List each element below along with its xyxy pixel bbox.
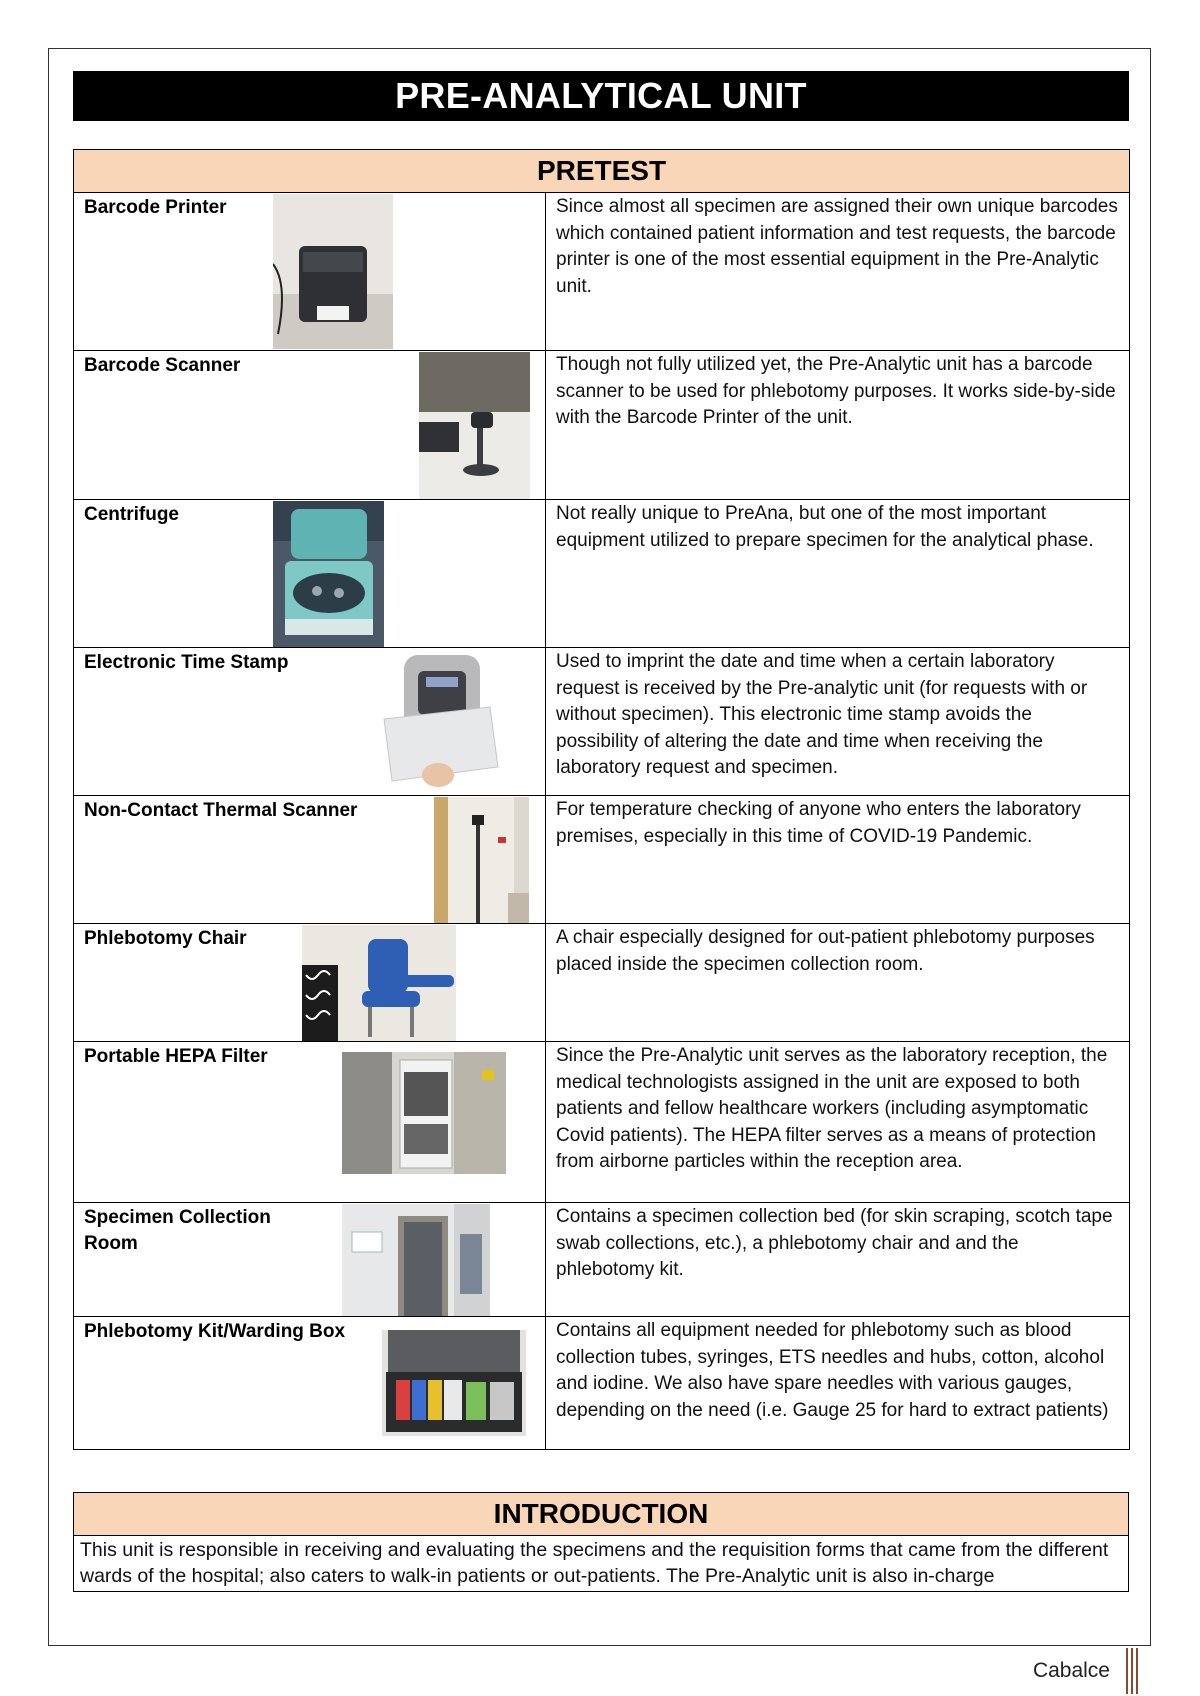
item-description: For temperature checking of anyone who enters the laboratory premises, especially in this time of COVID-19 Pandemic. bbox=[556, 799, 1081, 847]
item-name: Portable HEPA Filter bbox=[84, 1046, 268, 1067]
footer-author: Cabalce bbox=[1032, 1659, 1110, 1682]
phlebotomy-kit-photo bbox=[382, 1330, 526, 1436]
table-row bbox=[74, 1203, 1130, 1317]
item-name: Barcode Printer bbox=[84, 197, 227, 218]
table-row bbox=[74, 1317, 1130, 1450]
pretest-table bbox=[73, 149, 1130, 1450]
pretest-heading: PRETEST bbox=[74, 150, 1130, 193]
item-description: A chair especially designed for out-patient phlebotomy purposes placed inside the specimen collection room. bbox=[556, 927, 1095, 975]
table-row bbox=[74, 500, 1130, 648]
item-name: Phlebotomy Kit/Warding Box bbox=[84, 1321, 346, 1342]
table-row bbox=[74, 1042, 1130, 1203]
thermal-scanner-photo bbox=[434, 797, 529, 923]
item-description: Used to imprint the date and time when a certain laboratory request is received by the Pre-analytic unit (for requests with or without specimen). This electronic time stamp avoids the possibility of altering the date and time when receiving the laboratory request and specimen. bbox=[556, 651, 1088, 778]
table-row bbox=[74, 924, 1130, 1042]
page-title: PRE-ANALYTICAL UNIT bbox=[73, 71, 1129, 121]
introduction-text: This unit is responsible in receiving and evaluating the specimens and the requisition forms that came from the different wards of the hospital; also caters to walk-in patients or out-patients. The Pre-Analytic unit is also in-charge bbox=[80, 1539, 1109, 1587]
table-row bbox=[74, 351, 1130, 500]
item-name: Phlebotomy Chair bbox=[84, 928, 247, 949]
table-row bbox=[74, 648, 1130, 796]
collection-room-photo bbox=[342, 1204, 490, 1316]
item-name: Electronic Time Stamp bbox=[84, 652, 289, 673]
centrifuge-photo bbox=[273, 501, 384, 647]
table-row bbox=[74, 796, 1130, 924]
table-row bbox=[74, 193, 1130, 351]
item-name: Centrifuge bbox=[84, 504, 179, 525]
introduction-table bbox=[73, 1492, 1129, 1592]
item-description: Since the Pre-Analytic unit serves as the laboratory reception, the medical technologists assigned in the unit are exposed to both patients and fellow healthcare workers (including asymptomatic Covid patients). The HEPA filter serves as a means of protection from airborne particles within the reception area. bbox=[556, 1045, 1108, 1172]
introduction-heading: INTRODUCTION bbox=[74, 1493, 1129, 1536]
phlebotomy-chair-photo bbox=[302, 925, 456, 1041]
footer-accent-bars bbox=[1126, 1648, 1140, 1694]
barcode-printer-photo bbox=[273, 194, 393, 349]
item-description: Contains a specimen collection bed (for skin scraping, scotch tape swab collections, etc.), a phlebotomy chair and and the phlebotomy kit. bbox=[556, 1206, 1113, 1280]
item-description: Contains all equipment needed for phlebotomy such as blood collection tubes, syringes, ETS needles and hubs, cotton, alcohol and iodine. We also have spare needles with various gauges, depending on the need (i.e. Gauge 25 for hard to extract patients) bbox=[556, 1320, 1109, 1421]
item-description: Since almost all specimen are assigned their own unique barcodes which contained patient information and test requests, the barcode printer is one of the most essential equipment in the Pre-Analytic unit. bbox=[556, 196, 1118, 297]
item-name: Non-Contact Thermal Scanner bbox=[84, 800, 358, 821]
item-description: Not really unique to PreAna, but one of the most important equipment utilized to prepare specimen for the analytical phase. bbox=[556, 503, 1094, 551]
time-stamp-photo bbox=[378, 649, 506, 795]
barcode-scanner-photo bbox=[419, 352, 530, 499]
item-name: Specimen Collection Room bbox=[84, 1207, 271, 1254]
item-name: Barcode Scanner bbox=[84, 355, 241, 376]
hepa-filter-photo bbox=[342, 1052, 506, 1174]
item-description: Though not fully utilized yet, the Pre-Analytic unit has a barcode scanner to be used for phlebotomy purposes. It works side-by-side with the Barcode Printer of the unit. bbox=[556, 354, 1116, 428]
